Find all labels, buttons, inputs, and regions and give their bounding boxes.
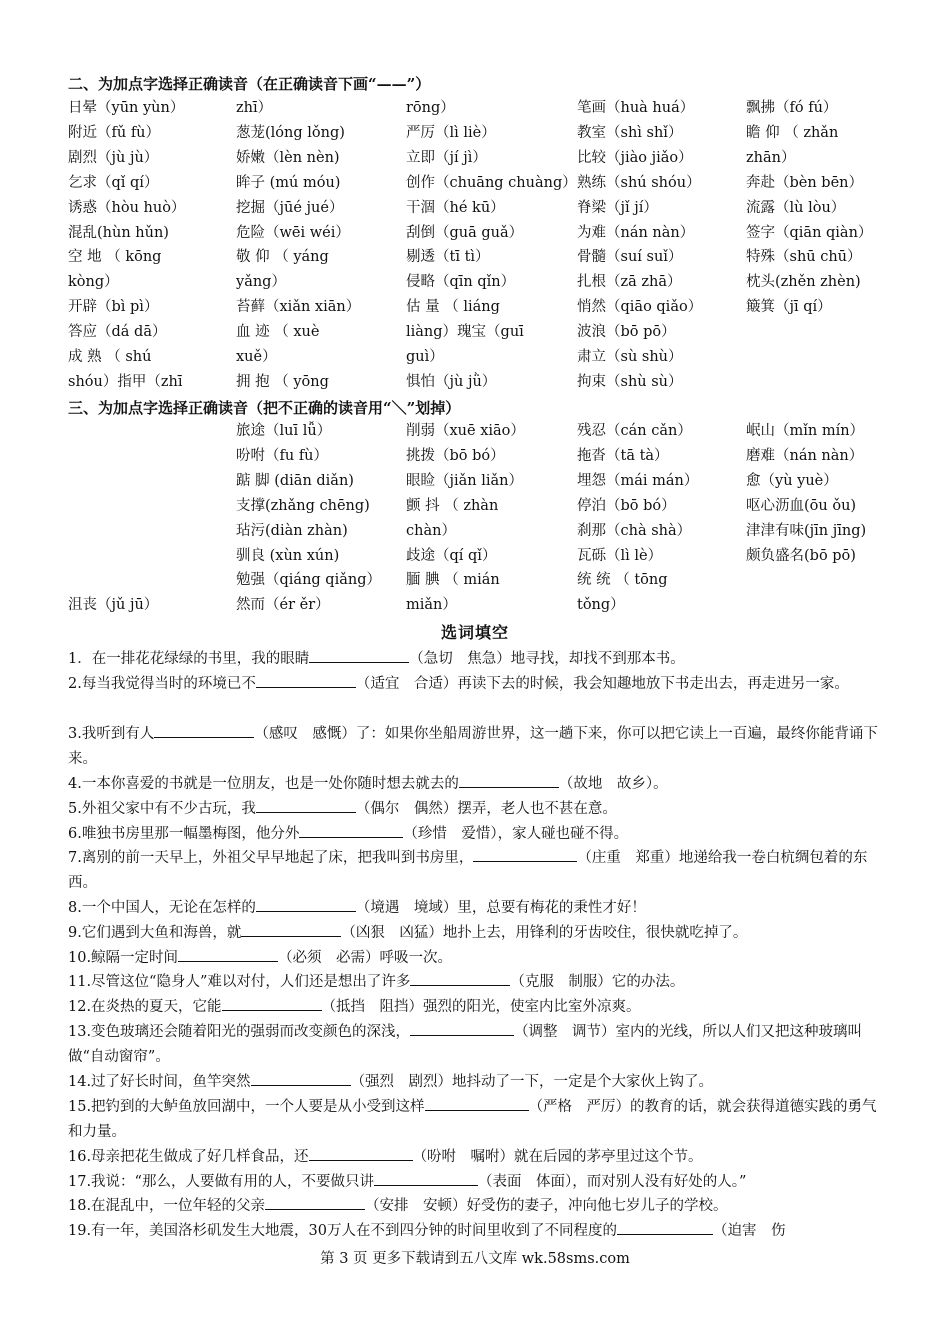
pinyin-item: 笔画（huà huá） bbox=[577, 100, 695, 116]
question-options: （严格 严厉）的教育的话，就会获得道德实践的勇气和力量。 bbox=[68, 1099, 877, 1140]
pinyin-item: 肃立（sù shù） bbox=[577, 349, 683, 365]
question-text: 14.过了好长时间，鱼竿突然 bbox=[68, 1074, 251, 1090]
pinyin-item: 签字（qiān qiàn） bbox=[746, 224, 873, 241]
question-text: 2.每当我觉得当时的环境已不 bbox=[68, 676, 256, 692]
question-options: （故地 故乡）。 bbox=[558, 776, 668, 792]
answer-blank[interactable] bbox=[374, 1171, 478, 1186]
answer-blank[interactable] bbox=[459, 773, 559, 788]
answer-blank[interactable] bbox=[256, 897, 356, 912]
pinyin-item: 剧烈（jù jù） bbox=[68, 149, 159, 166]
pinyin-strike-item: 磨难（nán nàn） bbox=[746, 447, 864, 464]
answer-blank[interactable] bbox=[241, 922, 341, 937]
pinyin-strike-item: 踮 脚 (diān diǎn) bbox=[236, 472, 354, 489]
question-text: 17.我说：“那么，人要做有用的人，不要做只讲 bbox=[68, 1174, 374, 1190]
pinyin-item: 比较（jiào jiǎo） bbox=[577, 149, 693, 166]
pinyin-item: 刮倒（guā guǎ） bbox=[406, 224, 524, 241]
pinyin-item: 眸子 (mú móu) bbox=[236, 174, 341, 191]
pinyin-strike-item: 刹那（chà shà） bbox=[577, 522, 692, 539]
question-options: （适宜 合适）再读下去的时候，我会知趣地放下书走出去，再走进另一家。 bbox=[355, 676, 849, 692]
question-options: （吩咐 嘱咐）就在后园的茅亭里过这个节。 bbox=[412, 1149, 703, 1165]
pinyin-item: 剔透（tī tì） bbox=[406, 249, 490, 266]
pinyin-strike-item: 眼睑（jiǎn liǎn） bbox=[406, 472, 523, 489]
answer-blank[interactable] bbox=[178, 947, 278, 962]
pinyin-item: 脊梁（jǐ jí） bbox=[577, 199, 658, 216]
pinyin-item: 飘拂（fó fú） bbox=[746, 100, 838, 116]
pinyin-item: 诱惑（hòu huò） bbox=[68, 199, 186, 216]
question-options: （表面 体面），而对别人没有好处的人。” bbox=[477, 1174, 747, 1190]
pinyin-item: 敬 仰 （ yáng bbox=[236, 249, 329, 266]
pinyin-item: 奔赴（bèn bēn） bbox=[746, 174, 864, 191]
pinyin-strike-item: 歧途（qí qǐ） bbox=[406, 547, 497, 564]
section4-title: 选词填空 bbox=[440, 623, 509, 642]
question-options: （急切 焦急）地寻找，却找不到那本书。 bbox=[409, 651, 685, 667]
pinyin-strike-item: 呕心沥血(ōu ǒu) bbox=[746, 497, 857, 514]
question-9 bbox=[68, 921, 884, 946]
question-text: 18.在混乱中，一位年轻的父亲 bbox=[68, 1198, 266, 1214]
question-10 bbox=[68, 946, 884, 971]
question-13 bbox=[68, 1020, 884, 1070]
question-options: （必须 必需）呼吸一次。 bbox=[278, 950, 453, 966]
question-18 bbox=[68, 1194, 884, 1219]
question-11 bbox=[68, 970, 884, 995]
pinyin-strike-item: 埋怨（mái mán） bbox=[577, 472, 699, 489]
question-text: 15.把钓到的大鲈鱼放回湖中，一个人要是从小受到这样 bbox=[68, 1099, 425, 1115]
question-16 bbox=[68, 1145, 884, 1170]
pinyin-strike-item: 然而（ér ěr） bbox=[236, 597, 330, 614]
pinyin-strike-item: 驯良 (xùn xún) bbox=[236, 547, 340, 564]
pinyin-strike-item: 腼 腆 （ mián bbox=[406, 572, 500, 589]
question-2 bbox=[68, 672, 884, 697]
question-17 bbox=[68, 1170, 884, 1195]
answer-blank[interactable] bbox=[299, 823, 403, 838]
pinyin-item: 成 熟 （ shú bbox=[68, 349, 152, 365]
question-12 bbox=[68, 995, 884, 1020]
pinyin-strike-item: 沮丧（jǔ jū） bbox=[68, 597, 159, 614]
page-footer: 第 3 页 更多下载请到五八文库 wk.58sms.com bbox=[320, 1251, 630, 1267]
pinyin-strike-item: 停泊（bō bó） bbox=[577, 497, 676, 514]
pinyin-item: 悄然（qiāo qiǎo） bbox=[577, 299, 703, 316]
section2-heading: 二、为加点字选择正确读音（在正确读音下画“——”） bbox=[68, 75, 431, 93]
pinyin-item: 附近（fǔ fù） bbox=[68, 124, 161, 141]
question-options: （境遇 境域）里，总要有梅花的秉性才好！ bbox=[355, 900, 646, 916]
question-text: 11.尽管这位“隐身人”难以对付，人们还是想出了许多 bbox=[68, 974, 411, 990]
answer-blank[interactable] bbox=[256, 673, 356, 688]
pinyin-item: 波浪（bō pō） bbox=[577, 324, 676, 341]
pinyin-strike-item: 津津有味(jīn jīng) bbox=[746, 522, 867, 539]
pinyin-item: 惧怕（jù jǜ） bbox=[406, 373, 497, 390]
pinyin-item: 危险（wēi wéi） bbox=[236, 224, 350, 241]
question-options: （抵挡 阻挡）强烈的阳光，使室内比室外凉爽。 bbox=[321, 999, 641, 1015]
question-6 bbox=[68, 822, 884, 847]
pinyin-item: 侵略（qīn qǐn） bbox=[406, 274, 516, 291]
pinyin-item: 拥 抱 （ yōng bbox=[236, 373, 329, 390]
pinyin-strike-item: chàn） bbox=[406, 522, 456, 539]
pinyin-strike-item: 拖沓（tā tà） bbox=[577, 447, 669, 464]
question-text: 8.一个中国人，无论在怎样的 bbox=[68, 900, 256, 916]
pinyin-strike-item: 吩咐（fu fù） bbox=[236, 447, 329, 464]
question-7 bbox=[68, 846, 884, 896]
answer-blank[interactable] bbox=[617, 1220, 713, 1235]
pinyin-strike-item: 颇负盛名(bō pō) bbox=[746, 547, 856, 564]
pinyin-item: 开辟（bì pì） bbox=[68, 299, 159, 316]
question-options: （迫害 伤 bbox=[713, 1223, 786, 1239]
pinyin-item: 簸箕（jī qí） bbox=[746, 299, 832, 316]
question-options: （安排 安顿）好受伤的妻子，冲向他七岁儿子的学校。 bbox=[365, 1198, 728, 1214]
pinyin-strike-item: 削弱（xuē xiāo） bbox=[406, 423, 525, 439]
pinyin-item: 瞻 仰 （ zhǎn bbox=[746, 124, 839, 141]
pinyin-strike-item: 愈（yù yuè） bbox=[746, 472, 838, 489]
answer-blank[interactable] bbox=[251, 1071, 351, 1086]
pinyin-item: 立即（jí jì） bbox=[406, 149, 487, 166]
question-options: （凶狠 凶猛）地扑上去，用锋利的牙齿咬住，很快就吃掉了。 bbox=[341, 925, 748, 941]
pinyin-item: 熟练（shú shóu） bbox=[577, 174, 701, 191]
pinyin-item: zhī） bbox=[236, 100, 273, 116]
pinyin-strike-item: miǎn） bbox=[406, 597, 457, 614]
question-options: （庄重 郑重）地递给我一卷白杭绸包着的东西。 bbox=[68, 850, 868, 891]
pinyin-item: guì） bbox=[406, 349, 444, 365]
pinyin-item: yǎng） bbox=[236, 274, 286, 291]
question-options: （感叹 感慨）了：如果你坐船周游世界，这一趟下来，你可以把它读上一百遍，最终你能背诵下来。 bbox=[68, 726, 878, 767]
pinyin-item: 严厉（lì liè） bbox=[406, 124, 496, 141]
pinyin-item: 流露（lù lòu） bbox=[746, 199, 846, 216]
pinyin-item: 空 地 （ kōng bbox=[68, 249, 162, 266]
pinyin-item: rōng） bbox=[406, 100, 455, 116]
pinyin-item: 答应（dá dā） bbox=[68, 324, 167, 341]
question-5 bbox=[68, 797, 884, 822]
pinyin-strike-item: tǒng） bbox=[577, 597, 625, 614]
pinyin-strike-item: 统 统 （ tōng bbox=[577, 572, 668, 589]
question-text: 5.外祖父家中有不少古玩，我 bbox=[68, 801, 256, 817]
pinyin-item: 为难（nán nàn） bbox=[577, 224, 695, 241]
pinyin-item: 干涸（hé kū） bbox=[406, 199, 505, 216]
pinyin-item: 苔藓（xiǎn xiān） bbox=[236, 299, 361, 316]
question-text: 19.有一年，美国洛杉矶发生大地震，30万人在不到四分钟的时间里收到了不同程度的 bbox=[68, 1223, 618, 1239]
pinyin-item: 骨髓（suí suǐ） bbox=[577, 249, 683, 266]
pinyin-strike-item: 颤 抖 （ zhàn bbox=[406, 497, 499, 514]
answer-blank[interactable] bbox=[425, 1096, 529, 1111]
question-text: 7.离别的前一天早上，外祖父早早地起了床，把我叫到书房里， bbox=[68, 850, 474, 866]
pinyin-strike-item: 瓦砾（lì lè） bbox=[577, 547, 663, 564]
pinyin-item: 葱茏(lóng lǒng) bbox=[236, 124, 345, 141]
question-4 bbox=[68, 772, 884, 797]
pinyin-strike-item: 挑拨（bō bó） bbox=[406, 447, 505, 464]
question-options: （珍惜 爱惜），家人碰也碰不得。 bbox=[403, 826, 629, 842]
question-text: 3.我听到有人 bbox=[68, 726, 155, 742]
answer-blank[interactable] bbox=[410, 971, 510, 986]
pinyin-item: 娇嫩（lèn nèn) bbox=[236, 149, 340, 166]
answer-blank[interactable] bbox=[309, 1146, 413, 1161]
question-options: （克服 制服）它的办法。 bbox=[510, 974, 685, 990]
pinyin-item: 创作（chuāng chuàng） bbox=[406, 174, 577, 191]
answer-blank[interactable] bbox=[222, 996, 322, 1011]
pinyin-strike-item: 玷污(diàn zhàn) bbox=[236, 522, 348, 539]
question-text: 9.它们遇到大鱼和海兽，就 bbox=[68, 925, 242, 941]
question-options: （偶尔 偶然）摆弄，老人也不甚在意。 bbox=[355, 801, 617, 817]
pinyin-item: 特殊（shū chū） bbox=[746, 249, 862, 266]
pinyin-strike-item: 支撑(zhǎng chēng) bbox=[236, 497, 370, 514]
pinyin-item: shóu）指甲（zhī bbox=[68, 373, 183, 390]
pinyin-strike-item: 岷山（mǐn mín） bbox=[746, 423, 865, 439]
pinyin-strike-item: 勉强（qiáng qiǎng） bbox=[236, 572, 381, 589]
answer-blank[interactable] bbox=[410, 1021, 514, 1036]
question-text: 16.母亲把花生做成了好几样食品，还 bbox=[68, 1149, 309, 1165]
question-text: 4.一本你喜爱的书就是一位朋友，也是一处你随时想去就去的 bbox=[68, 776, 459, 792]
pinyin-item: zhān） bbox=[746, 149, 796, 166]
answer-blank[interactable] bbox=[265, 1195, 365, 1210]
pinyin-item: 日晕（yūn yùn） bbox=[68, 100, 185, 116]
pinyin-item: liàng）瑰宝（guī bbox=[406, 324, 524, 341]
answer-blank[interactable] bbox=[473, 847, 577, 862]
pinyin-item: 估 量 （ liáng bbox=[406, 299, 500, 316]
section3-heading: 三、为加点字选择正确读音（把不正确的读音用“＼”划掉） bbox=[68, 399, 461, 417]
question-text: 13.变色玻璃还会随着阳光的强弱而改变颜色的深浅， bbox=[68, 1024, 411, 1040]
answer-blank[interactable] bbox=[256, 798, 356, 813]
question-3 bbox=[68, 722, 884, 772]
question-options: （强烈 剧烈）地抖动了一下，一定是个大家伙上钩了。 bbox=[350, 1074, 714, 1090]
question-15 bbox=[68, 1095, 884, 1145]
pinyin-strike-item: 旅途（luī lǚ） bbox=[236, 423, 332, 439]
pinyin-item: 教室（shì shǐ） bbox=[577, 124, 683, 141]
pinyin-item: 乞求（qǐ qí） bbox=[68, 174, 159, 191]
pinyin-item: 挖掘（jūé jué） bbox=[236, 199, 344, 216]
answer-blank[interactable] bbox=[154, 723, 254, 738]
answer-blank[interactable] bbox=[309, 648, 409, 663]
pinyin-strike-item: 残忍（cán cǎn） bbox=[577, 423, 692, 439]
question-text: 1．在一排花花绿绿的书里，我的眼睛 bbox=[68, 651, 310, 667]
question-8 bbox=[68, 896, 884, 921]
pinyin-item: 混乱(hùn hǔn) bbox=[68, 224, 169, 241]
question-1 bbox=[68, 647, 884, 672]
question-options: （调整 调节）室内的光线，所以人们又把这种玻璃叫做“自动窗帘”。 bbox=[68, 1024, 863, 1065]
pinyin-item: xuě） bbox=[236, 349, 277, 365]
pinyin-item: 枕头(zhěn zhèn) bbox=[746, 274, 861, 291]
pinyin-item: kòng） bbox=[68, 274, 119, 291]
question-text: 10.鲸隔一定时间 bbox=[68, 950, 179, 966]
question-19 bbox=[68, 1219, 884, 1244]
question-14 bbox=[68, 1070, 884, 1095]
pinyin-item: 扎根（zā zhā） bbox=[577, 274, 682, 291]
pinyin-item: 拘束（shù sù） bbox=[577, 373, 683, 390]
pinyin-item: 血 迹 （ xuè bbox=[236, 324, 320, 341]
question-text: 6.唯独书房里那一幅墨梅图，他分外 bbox=[68, 826, 300, 842]
question-text: 12.在炎热的夏天，它能 bbox=[68, 999, 222, 1015]
